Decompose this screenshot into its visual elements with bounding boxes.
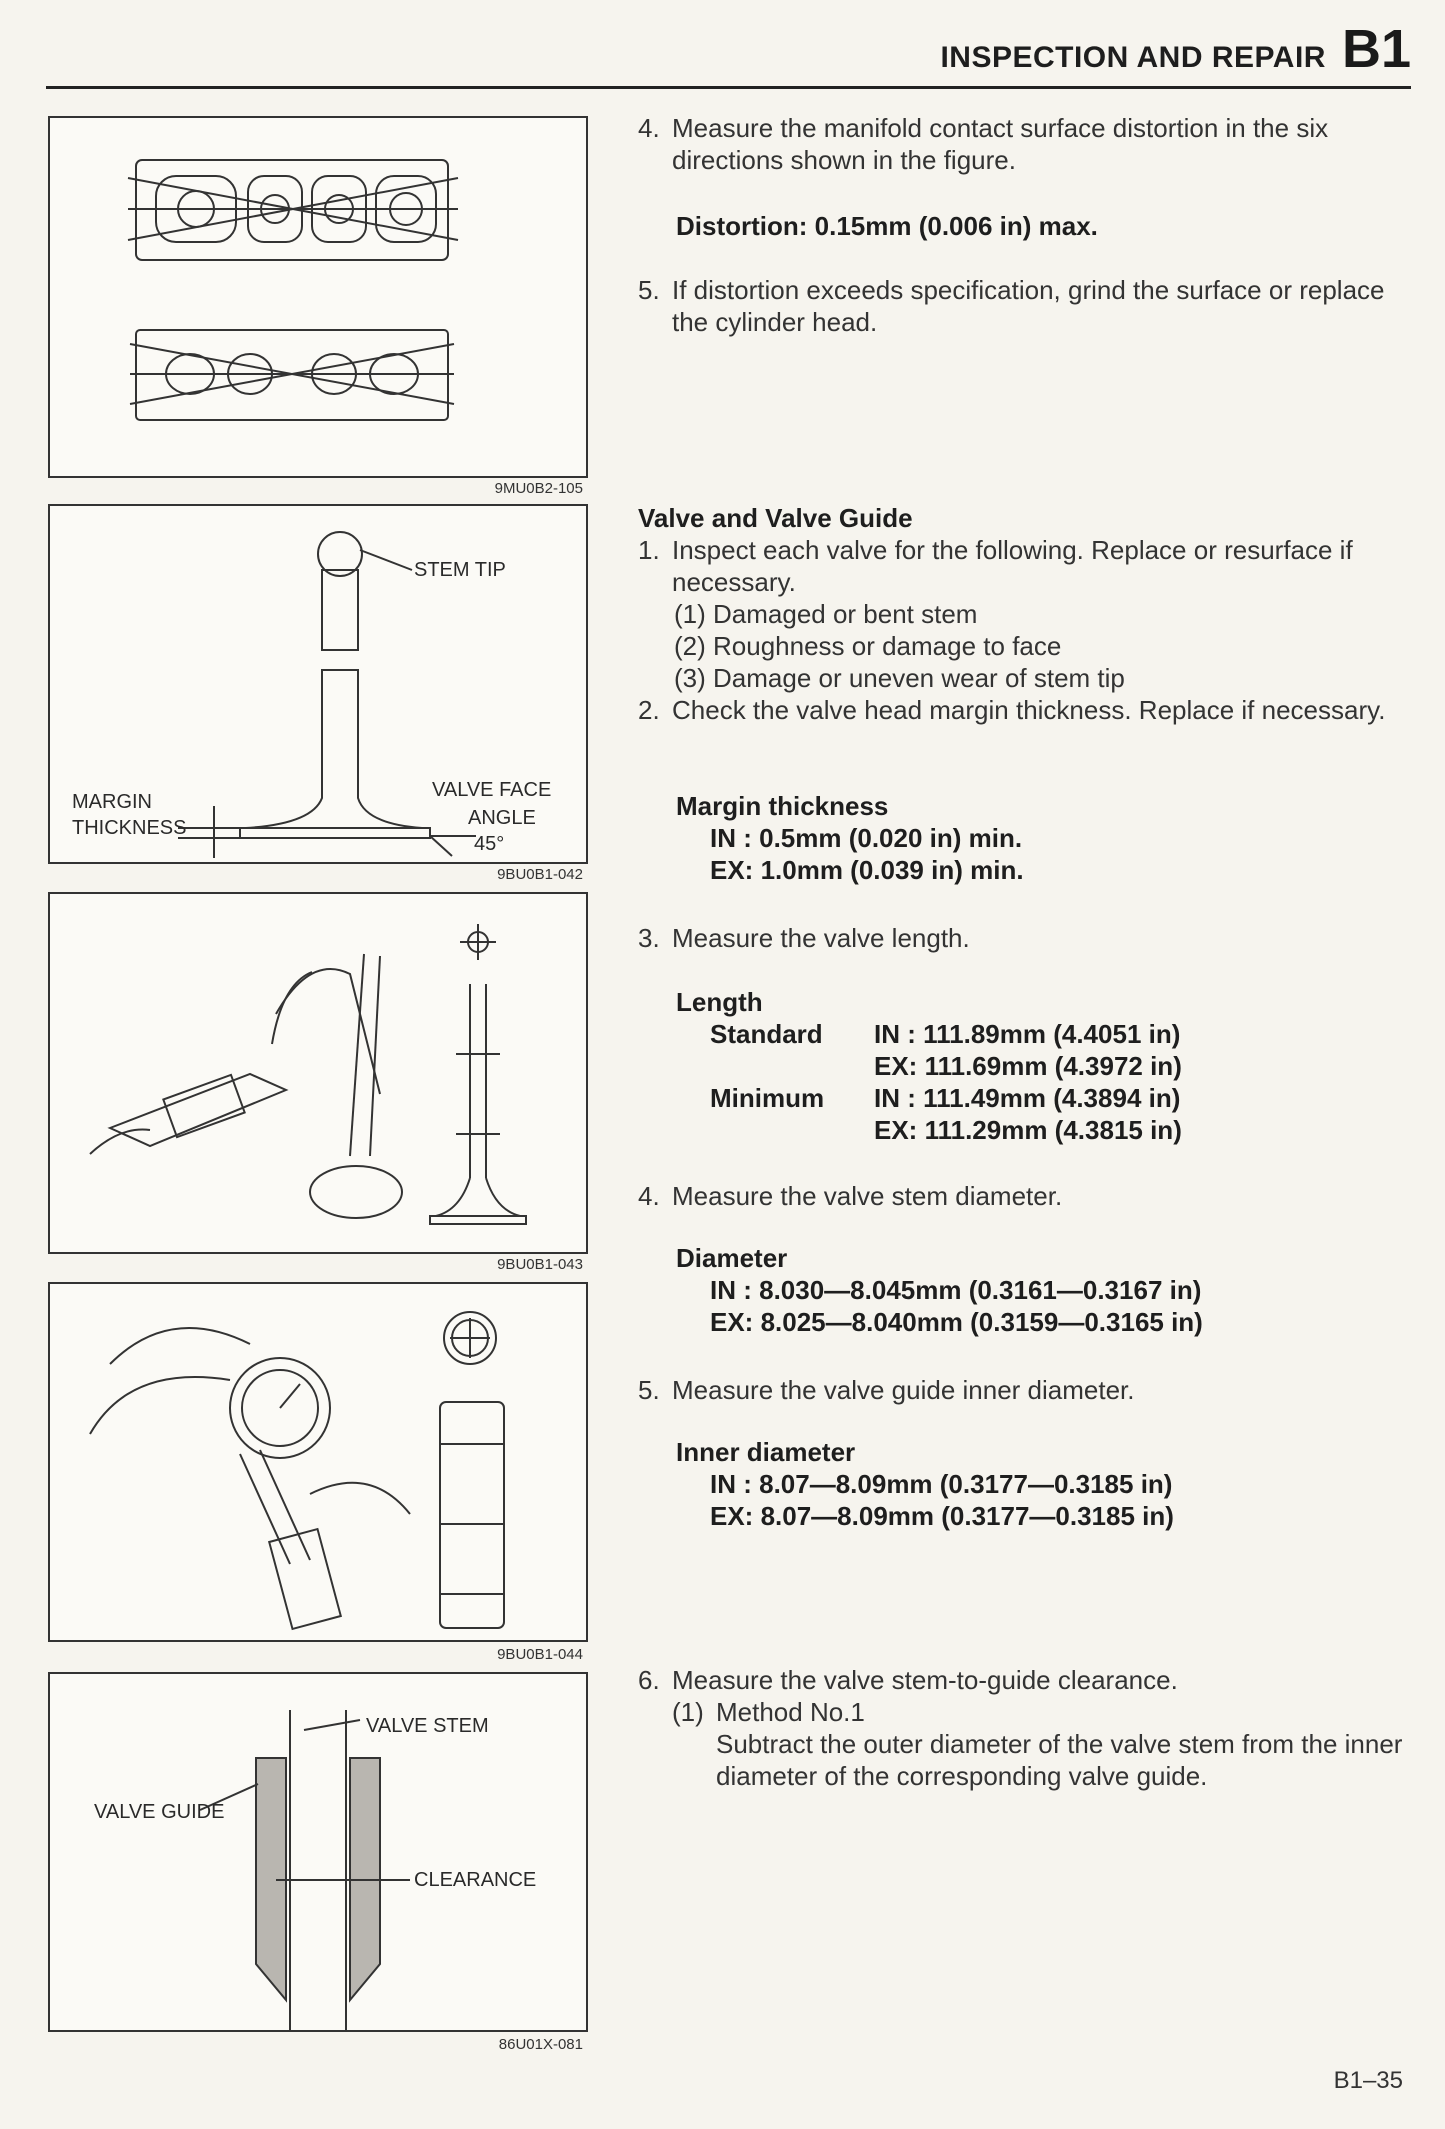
step-2-margin: 2. Check the valve head margin thickness. Replace if necessary. (638, 694, 1418, 726)
step-1-inspect: 1. Inspect each valve for the following. Replace or resurface if necessary. (1) Damaged or bent stem (2) Roughness or damage to face (3) Damage or uneven wear of stem tip (638, 534, 1418, 694)
diameter-ex: EX: 8.025—8.040mm (0.3159—0.3165 in) (710, 1307, 1203, 1337)
clearance-illustration (50, 1674, 586, 2030)
margin-label: MARGIN (72, 791, 152, 813)
inner-diameter-spec (676, 1436, 1416, 1532)
valve-guide-label: VALVE GUIDE (94, 1801, 225, 1823)
figure-id: 9BU0B1-043 (497, 1256, 583, 1273)
step-text: Measure the valve guide inner diameter. (672, 1375, 1135, 1405)
stem-tip-label: STEM TIP (414, 559, 506, 581)
page-header (940, 18, 1411, 80)
figure-id: 9BU0B1-042 (497, 866, 583, 883)
minimum-label: Minimum (710, 1083, 825, 1113)
margin-spec-ex: EX: 1.0mm (0.039 in) min. (710, 855, 1024, 885)
step-4-stem-diameter: 4. Measure the valve stem diameter. (638, 1181, 1063, 1211)
thickness-label: THICKNESS (72, 817, 187, 839)
step-6-clearance: 6. Measure the valve stem-to-guide clearance. (1) Method No.1 Subtract the outer diameter of the valve stem from the inner diameter of the corresponding valve guide. (638, 1664, 1418, 1792)
inner-diameter-in: IN : 8.07—8.09mm (0.3177—0.3185 in) (710, 1469, 1173, 1499)
inspect-item: (2) Roughness or damage to face (674, 631, 1062, 661)
length-spec (676, 986, 1416, 1146)
inspect-item: (3) Damage or uneven wear of stem tip (674, 663, 1125, 693)
figure-guide-gauge (48, 1282, 588, 1642)
margin-spec-in: IN : 0.5mm (0.020 in) min. (710, 823, 1023, 853)
method-text: Subtract the outer diameter of the valve stem from the inner diameter of the corresponding valve guide. (716, 1729, 1403, 1791)
step-text: Measure the valve stem diameter. (672, 1181, 1063, 1211)
inner-diameter-ex: EX: 8.07—8.09mm (0.3177—0.3185 in) (710, 1501, 1174, 1531)
figure-clearance (48, 1672, 588, 2032)
figure-valve-margin (48, 504, 588, 864)
minimum-in: IN : 111.49mm (4.3894 in) (874, 1083, 1181, 1113)
step-3-length: 3. Measure the valve length. (638, 923, 970, 953)
valve-stem-label: VALVE STEM (366, 1715, 489, 1737)
figure-id: 9BU0B1-044 (497, 1646, 583, 1663)
angle-label: ANGLE (468, 807, 536, 829)
inner-diameter-title: Inner diameter (676, 1437, 856, 1467)
step-5-grind: 5. If distortion exceeds specification, grind the surface or replace the cylinder head. (638, 274, 1418, 338)
figure-valve-length (48, 892, 588, 1254)
valve-margin-illustration (50, 506, 586, 862)
step-text: Measure the valve length. (672, 923, 970, 953)
minimum-ex: EX: 111.29mm (4.3815 in) (874, 1115, 1182, 1145)
diameter-spec (676, 1242, 1416, 1338)
step-text: Measure the manifold contact surface distortion in the six directions shown in the figure. (672, 113, 1329, 175)
diameter-spec-title: Diameter (676, 1243, 788, 1273)
section-title: INSPECTION AND REPAIR (940, 41, 1326, 74)
diameter-in: IN : 8.030—8.045mm (0.3161—0.3167 in) (710, 1275, 1202, 1305)
clearance-label: CLEARANCE (414, 1869, 537, 1891)
step-text: If distortion exceeds specification, grind the surface or replace the cylinder head. (672, 275, 1385, 337)
valve-face-label: VALVE FACE (432, 779, 552, 801)
standard-ex: EX: 111.69mm (4.3972 in) (874, 1051, 1182, 1081)
step-text: Check the valve head margin thickness. Replace if necessary. (672, 695, 1386, 725)
section-code: B1 (1341, 19, 1411, 79)
standard-in: IN : 111.89mm (4.4051 in) (874, 1019, 1181, 1049)
standard-label: Standard (710, 1019, 823, 1049)
guide-gauge-illustration (50, 1284, 586, 1640)
margin-spec-title: Margin thickness (676, 791, 889, 821)
valve-length-illustration (50, 894, 586, 1252)
step-4-distortion: 4. Measure the manifold contact surface distortion in the six directions shown in the figure. (638, 112, 1418, 176)
step-text: Measure the valve stem-to-guide clearance. (672, 1665, 1178, 1695)
length-spec-title: Length (676, 987, 763, 1017)
distortion-spec: Distortion: 0.15mm (0.006 in) max. (676, 211, 1098, 241)
figure-cylinder-head (48, 116, 588, 478)
method-title: Method No.1 (716, 1697, 865, 1727)
figure-id: 9MU0B2-105 (494, 480, 583, 497)
figure-id: 86U01X-081 (498, 2036, 583, 2053)
page-number: B1–35 (1333, 2067, 1403, 2094)
margin-spec (676, 790, 1416, 886)
valve-guide-section-title: Valve and Valve Guide (638, 503, 913, 533)
step-5-guide-diameter: 5. Measure the valve guide inner diameter. (638, 1375, 1135, 1405)
angle-degree-label: 45° (474, 833, 505, 855)
header-rule (46, 86, 1411, 89)
step-text: Inspect each valve for the following. Replace or resurface if necessary. (672, 535, 1353, 597)
inspect-item: (1) Damaged or bent stem (674, 599, 978, 629)
cylinder-head-illustration (50, 118, 586, 476)
